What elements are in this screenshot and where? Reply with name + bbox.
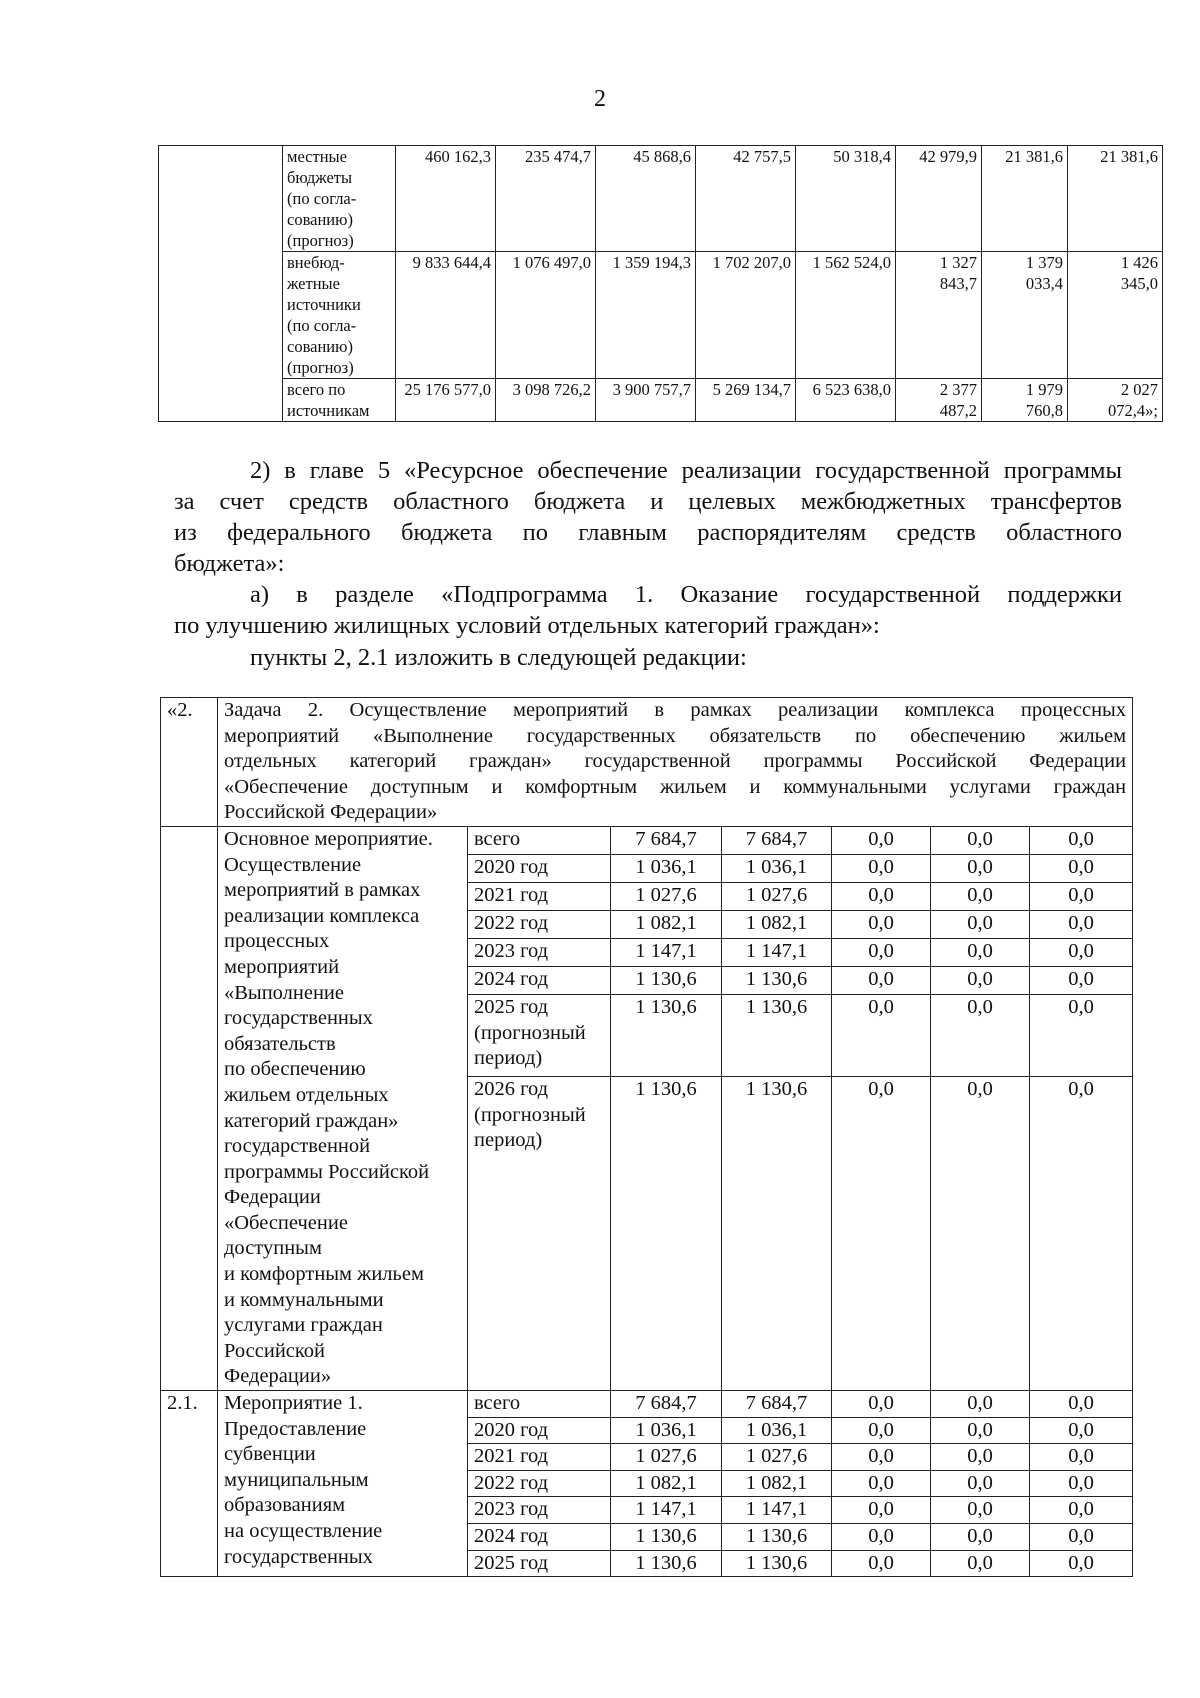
period-cell: 2024 год	[468, 1524, 611, 1551]
row-label: местные бюджеты (по согла- сованию) (прогноз)	[283, 146, 396, 252]
value-cell: 1 076 497,0	[496, 252, 596, 379]
value-cell: 0,0	[832, 854, 931, 882]
value-cell: 9 833 644,4	[396, 252, 496, 379]
table-row	[159, 252, 1163, 379]
value-cell: 0,0	[832, 883, 931, 911]
value-cell: 1 082,1	[722, 1470, 832, 1497]
period-cell: 2023 год	[468, 1497, 611, 1524]
value-cell: 0,0	[931, 995, 1030, 1077]
value-cell: 7 684,7	[722, 1391, 832, 1418]
value-cell: 21 381,6	[982, 146, 1068, 252]
value-cell: 1 130,6	[611, 1077, 722, 1391]
value-cell: 1 082,1	[611, 911, 722, 939]
value-cell: 1 036,1	[611, 1417, 722, 1444]
value-cell: 1 426 345,0	[1068, 252, 1163, 379]
value-cell: 1 036,1	[722, 854, 832, 882]
value-cell: 0,0	[1030, 854, 1133, 882]
value-cell: 0,0	[832, 1391, 931, 1418]
value-cell: 1 702 207,0	[696, 252, 796, 379]
value-cell: 1 147,1	[611, 1497, 722, 1524]
value-cell: 0,0	[1030, 1470, 1133, 1497]
value-cell: 0,0	[931, 826, 1030, 854]
value-cell: 0,0	[832, 826, 931, 854]
value-cell: 1 027,6	[611, 883, 722, 911]
table-row	[159, 379, 1163, 422]
value-cell: 0,0	[832, 1550, 931, 1577]
value-cell: 0,0	[832, 1470, 931, 1497]
value-cell: 0,0	[832, 1077, 931, 1391]
table-row	[159, 146, 1163, 252]
program-measures-table	[160, 697, 1133, 1577]
task-number: «2.	[161, 698, 218, 827]
value-cell: 0,0	[931, 1077, 1030, 1391]
paragraph-line: бюджета»:	[174, 550, 285, 577]
value-cell: 0,0	[832, 1417, 931, 1444]
value-cell: 1 130,6	[722, 967, 832, 995]
period-cell: 2021 год	[468, 883, 611, 911]
value-cell: 1 027,6	[722, 1444, 832, 1471]
period-cell: 2022 год	[468, 1470, 611, 1497]
row-label: всего по источникам	[283, 379, 396, 422]
value-cell: 0,0	[931, 854, 1030, 882]
value-cell: 25 176 577,0	[396, 379, 496, 422]
value-cell: 235 474,7	[496, 146, 596, 252]
value-cell: 5 269 134,7	[696, 379, 796, 422]
period-cell: 2020 год	[468, 1417, 611, 1444]
value-cell: 0,0	[931, 1470, 1030, 1497]
value-cell: 1 130,6	[611, 967, 722, 995]
value-cell: 1 130,6	[722, 1550, 832, 1577]
period-cell: 2022 год	[468, 911, 611, 939]
value-cell: 0,0	[832, 1497, 931, 1524]
value-cell: 1 979 760,8	[982, 379, 1068, 422]
value-cell: 1 082,1	[722, 911, 832, 939]
table-row	[161, 698, 1133, 827]
paragraph-line: из федерального бюджета по главным распорядителям средств областного	[174, 519, 1122, 546]
empty-cell	[159, 146, 283, 422]
value-cell: 7 684,7	[611, 826, 722, 854]
period-cell: 2023 год	[468, 939, 611, 967]
value-cell: 2 377 487,2	[896, 379, 982, 422]
amendment-paragraph-2	[174, 455, 1122, 579]
value-cell: 0,0	[832, 1524, 931, 1551]
value-cell: 0,0	[1030, 1550, 1133, 1577]
value-cell: 7 684,7	[722, 826, 832, 854]
value-cell: 0,0	[1030, 883, 1133, 911]
period-cell: 2024 год	[468, 967, 611, 995]
value-cell: 1 130,6	[722, 1077, 832, 1391]
paragraph-line: а) в разделе «Подпрограмма 1. Оказание государственной поддержки	[250, 581, 1122, 608]
value-cell: 2 027 072,4»;	[1068, 379, 1163, 422]
value-cell: 1 036,1	[722, 1417, 832, 1444]
amendment-subparagraph-a	[174, 579, 1122, 641]
row-label: внебюд- жетные источники (по согла- сованию) (прогноз)	[283, 252, 396, 379]
paragraph-line: за счет средств областного бюджета и целевых межбюджетных трансфертов	[174, 488, 1122, 515]
value-cell: 0,0	[931, 911, 1030, 939]
value-cell: 0,0	[1030, 967, 1133, 995]
page-number: 2	[594, 86, 606, 112]
value-cell: 21 381,6	[1068, 146, 1163, 252]
table-row	[161, 826, 1133, 854]
event-number: 2.1.	[161, 1391, 218, 1577]
amendment-instruction: пункты 2, 2.1 изложить в следующей редакции:	[250, 644, 747, 671]
value-cell: 50 318,4	[796, 146, 896, 252]
value-cell: 1 082,1	[611, 1470, 722, 1497]
empty-cell	[161, 826, 218, 1390]
value-cell: 0,0	[1030, 1497, 1133, 1524]
value-cell: 1 147,1	[611, 939, 722, 967]
value-cell: 45 868,6	[596, 146, 696, 252]
value-cell: 6 523 638,0	[796, 379, 896, 422]
value-cell: 0,0	[931, 1391, 1030, 1418]
paragraph-line: 2) в главе 5 «Ресурсное обеспечение реализации государственной программы	[250, 457, 1122, 484]
value-cell: 0,0	[832, 939, 931, 967]
value-cell: 1 130,6	[611, 1524, 722, 1551]
value-cell: 1 379 033,4	[982, 252, 1068, 379]
value-cell: 0,0	[1030, 1524, 1133, 1551]
value-cell: 0,0	[931, 883, 1030, 911]
value-cell: 1 130,6	[611, 995, 722, 1077]
value-cell: 3 900 757,7	[596, 379, 696, 422]
period-cell: 2026 год (прогнозный период)	[468, 1077, 611, 1391]
value-cell: 460 162,3	[396, 146, 496, 252]
value-cell: 1 027,6	[611, 1444, 722, 1471]
value-cell: 0,0	[931, 967, 1030, 995]
value-cell: 42 757,5	[696, 146, 796, 252]
value-cell: 1 130,6	[722, 1524, 832, 1551]
value-cell: 1 359 194,3	[596, 252, 696, 379]
value-cell: 1 130,6	[722, 995, 832, 1077]
value-cell: 42 979,9	[896, 146, 982, 252]
value-cell: 0,0	[931, 939, 1030, 967]
value-cell: 1 562 524,0	[796, 252, 896, 379]
value-cell: 0,0	[1030, 1444, 1133, 1471]
period-cell: 2025 год	[468, 1550, 611, 1577]
value-cell: 1 027,6	[722, 883, 832, 911]
value-cell: 7 684,7	[611, 1391, 722, 1418]
period-cell: 2021 год	[468, 1444, 611, 1471]
value-cell: 0,0	[1030, 826, 1133, 854]
value-cell: 0,0	[1030, 939, 1133, 967]
value-cell: 1 147,1	[722, 939, 832, 967]
table-row	[161, 1391, 1133, 1418]
value-cell: 0,0	[931, 1524, 1030, 1551]
value-cell: 0,0	[832, 995, 931, 1077]
value-cell: 0,0	[832, 967, 931, 995]
period-cell: всего	[468, 826, 611, 854]
value-cell: 0,0	[931, 1417, 1030, 1444]
value-cell: 3 098 726,2	[496, 379, 596, 422]
paragraph-line: по улучшению жилищных условий отдельных категорий граждан»:	[174, 612, 880, 639]
value-cell: 1 036,1	[611, 854, 722, 882]
value-cell: 0,0	[1030, 1391, 1133, 1418]
value-cell: 0,0	[931, 1550, 1030, 1577]
event-description: Мероприятие 1. Предоставление субвенции муниципальным образованиям на осуществление государственных	[218, 1391, 468, 1577]
value-cell: 0,0	[1030, 995, 1133, 1077]
value-cell: 0,0	[931, 1444, 1030, 1471]
period-cell: 2025 год (прогнозный период)	[468, 995, 611, 1077]
value-cell: 0,0	[1030, 1417, 1133, 1444]
budget-sources-table	[158, 145, 1163, 422]
value-cell: 0,0	[1030, 1077, 1133, 1391]
value-cell: 1 147,1	[722, 1497, 832, 1524]
value-cell: 0,0	[1030, 911, 1133, 939]
period-cell: всего	[468, 1391, 611, 1418]
value-cell: 0,0	[832, 1444, 931, 1471]
value-cell: 1 130,6	[611, 1550, 722, 1577]
value-cell: 0,0	[832, 911, 931, 939]
value-cell: 0,0	[931, 1497, 1030, 1524]
value-cell: 1 327 843,7	[896, 252, 982, 379]
main-event-description: Основное мероприятие. Осуществление мероприятий в рамках реализации комплекса процессных мероприятий «Выполнение государственных обязательств по обеспечению жильем отдельных категорий граждан» государственной программы Российской Федерации «Обеспечение доступным и комфортным жильем и коммунальными услугами граждан Российской Федерации»	[218, 826, 468, 1390]
task-title: Задача 2. Осуществление мероприятий в рамках реализации комплекса процессных мероприятий «Выполнение государственных обязательств по обеспечению жильем отдельных категорий граждан» государственной программы Российской Федерации «Обеспечение доступным и комфортным жильем и коммунальными услугами граждан Российской Федерации»	[218, 698, 1133, 827]
period-cell: 2020 год	[468, 854, 611, 882]
